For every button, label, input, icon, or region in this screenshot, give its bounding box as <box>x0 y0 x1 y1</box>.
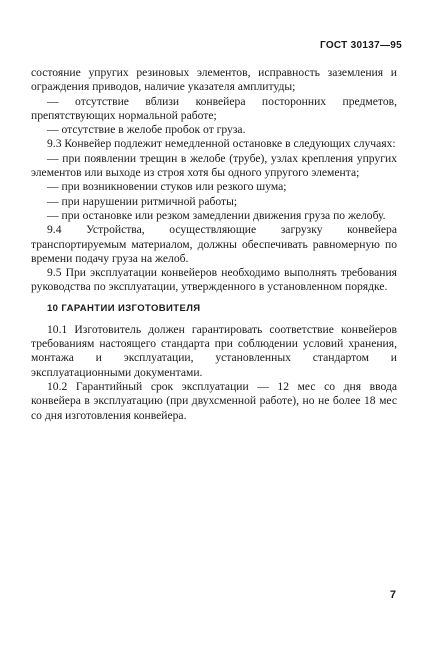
list-item: — при возникновении стуков или резкого шума; <box>47 180 287 194</box>
clause-9-4: 9.4 Устройства, осуществляющие загрузку конвейера транспортируемым материалом, должны обеспечивать равномерную по времени подачу груза на желоб. <box>31 223 397 265</box>
section-10-title: 10 ГАРАНТИИ ИЗГОТОВИТЕЛЯ <box>47 302 201 314</box>
document-code-header: ГОСТ 30137—95 <box>319 40 402 51</box>
list-item: — отсутствие в желобе пробок от груза. <box>47 123 246 137</box>
clause-10-2: 10.2 Гарантийный срок эксплуатации — 12 мес со дня ввода конвейера в эксплуатацию (при двухсменной работе), но не более 18 мес со дня изготовления конвейера. <box>31 379 397 422</box>
clause-10-1: 10.1 Изготовитель должен гарантировать соответствие конвейеров требованиям настоящего стандарта при соблюдении условий хранения, монтажа и эксплуатации, установленных стандартом и эксплуатационными документами. <box>31 322 397 379</box>
list-item: — отсутствие вблизи конвейера посторонних предметов, препятствующих нормальной работе; <box>31 94 397 122</box>
clause-9-5: 9.5 При эксплуатации конвейеров необходимо выполнять требования руководства по эксплуатации, утвержденного в установленном порядке. <box>31 266 397 294</box>
list-item: — при нарушении ритмичной работы; <box>47 194 238 208</box>
clause-9-3-intro: 9.3 Конвейер подлежит немедленной остановке в следующих случаях: <box>47 137 396 151</box>
section-spacer <box>31 316 397 323</box>
section-spacer <box>31 295 397 302</box>
list-item: — при появлении трещин в желобе (трубе), узлах крепления упругих элементов или выходе из строя хотя бы одного упругого элемента; <box>31 151 397 180</box>
paragraph-continuation: состояние упругих резиновых элементов, исправность заземления и ограждения приводов, наличие указателя амплитуды; <box>31 66 397 94</box>
page-number: 7 <box>389 589 396 601</box>
page-body <box>31 66 397 423</box>
list-item: — при остановке или резком замедлении движения груза по желобу. <box>47 208 386 222</box>
